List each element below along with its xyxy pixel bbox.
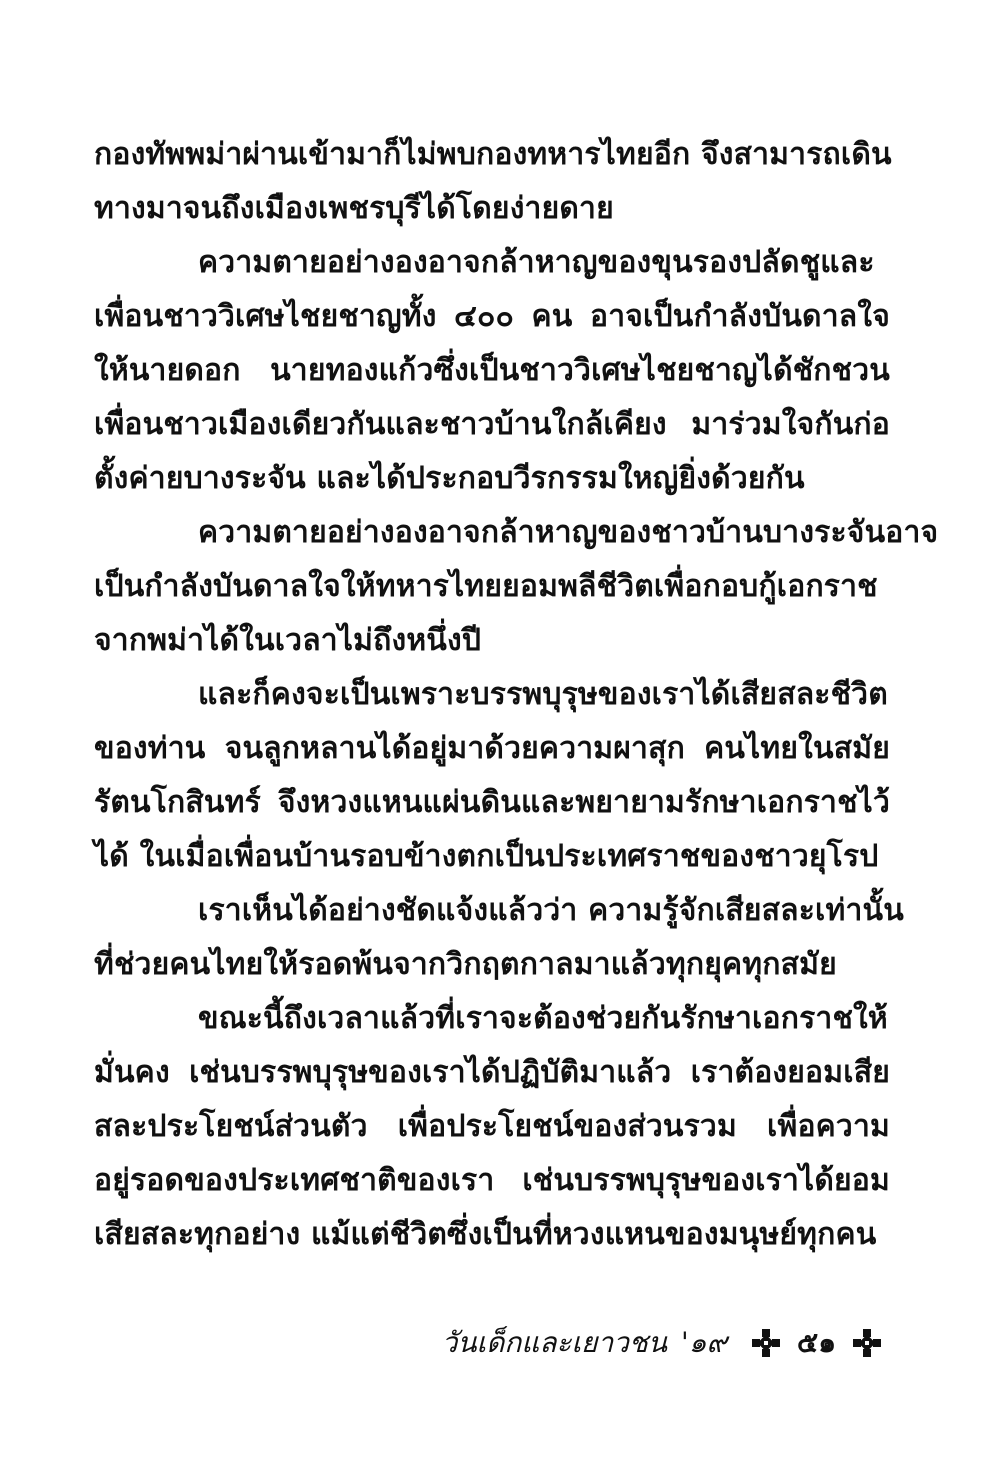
text-line: ขณะนี้ถึงเวลาแล้วที่เราจะต้องช่วยกันรักษาเอกราชให้ [198, 1001, 888, 1036]
text-line: ของท่าน จนลูกหลานได้อยู่มาด้วยความผาสุก คนไทยในสมัย [94, 731, 890, 766]
body-text [94, 128, 939, 1262]
text-line: ความตายอย่างองอาจกล้าหาญของชาวบ้านบางระจันอาจ [198, 515, 939, 550]
footer-year: '๑๙ [681, 1326, 728, 1359]
text-line: ให้นายดอก นายทองแก้วซึ่งเป็นชาววิเศษไชยชาญได้ชักชวน [94, 353, 890, 388]
paragraph [94, 236, 890, 506]
quatrefoil-ornament-icon [751, 1328, 781, 1358]
text-line: ได้ ในเมื่อเพื่อนบ้านรอบข้างตกเป็นประเทศราชของชาวยุโรป [94, 839, 879, 874]
text-line: และก็คงจะเป็นเพราะบรรพบุรุษของเราได้เสียสละชีวิต [198, 677, 888, 712]
quatrefoil-ornament-icon [852, 1328, 882, 1358]
text-line: ความตายอย่างองอาจกล้าหาญของขุนรองปลัดชูและ [198, 245, 875, 280]
text-line: เป็นกำลังบันดาลใจให้ทหารไทยยอมพลีชีวิตเพื่อกอบกู้เอกราช [94, 569, 878, 604]
text-line: ตั้งค่ายบางระจัน และได้ประกอบวีรกรรมใหญ่ยิ่งด้วยกัน [94, 461, 805, 496]
paragraph [94, 506, 939, 668]
text-line: มั่นคง เช่นบรรพบุรุษของเราได้ปฏิบัติมาแล้ว เราต้องยอมเสีย [94, 1055, 890, 1090]
text-line: อยู่รอดของประเทศชาติของเรา เช่นบรรพบุรุษของเราได้ยอม [94, 1163, 890, 1198]
text-line: สละประโยชน์ส่วนตัว เพื่อประโยชน์ของส่วนรวม เพื่อความ [94, 1109, 890, 1144]
text-line: เสียสละทุกอย่าง แม้แต่ชีวิตซึ่งเป็นที่หวงแหนของมนุษย์ทุกคน [94, 1217, 877, 1252]
text-line: ที่ช่วยคนไทยให้รอดพ้นจากวิกฤตกาลมาแล้วทุกยุคทุกสมัย [94, 947, 837, 982]
text-line: ทางมาจนถึงเมืองเพชรบุรีได้โดยง่ายดาย [94, 191, 614, 226]
text-line: รัตนโกสินทร์ จึงหวงแหนแผ่นดินและพยายามรักษาเอกราชไว้ [94, 785, 890, 820]
paragraph [94, 668, 890, 884]
paragraph [94, 992, 890, 1262]
page-number: ๕๑ [797, 1326, 836, 1359]
paragraph [94, 128, 890, 236]
text-line: กองทัพพม่าผ่านเข้ามาก็ไม่พบกองทหารไทยอีก จึงสามารถเดิน [94, 137, 892, 172]
footer-publication-title: วันเด็กและเยาวชน [441, 1326, 668, 1359]
text-line: เราเห็นได้อย่างชัดแจ้งแล้วว่า ความรู้จักเสียสละเท่านั้น [198, 893, 904, 928]
text-line: จากพม่าได้ในเวลาไม่ถึงหนึ่งปี [94, 623, 482, 658]
page-footer [400, 1318, 892, 1368]
text-line: เพื่อนชาววิเศษไชยชาญทั้ง ๔๐๐ คน อาจเป็นกำลังบันดาลใจ [94, 299, 890, 334]
text-line: เพื่อนชาวเมืองเดียวกันและชาวบ้านใกล้เคียง มาร่วมใจกันก่อ [94, 407, 890, 442]
paragraph [94, 884, 904, 992]
